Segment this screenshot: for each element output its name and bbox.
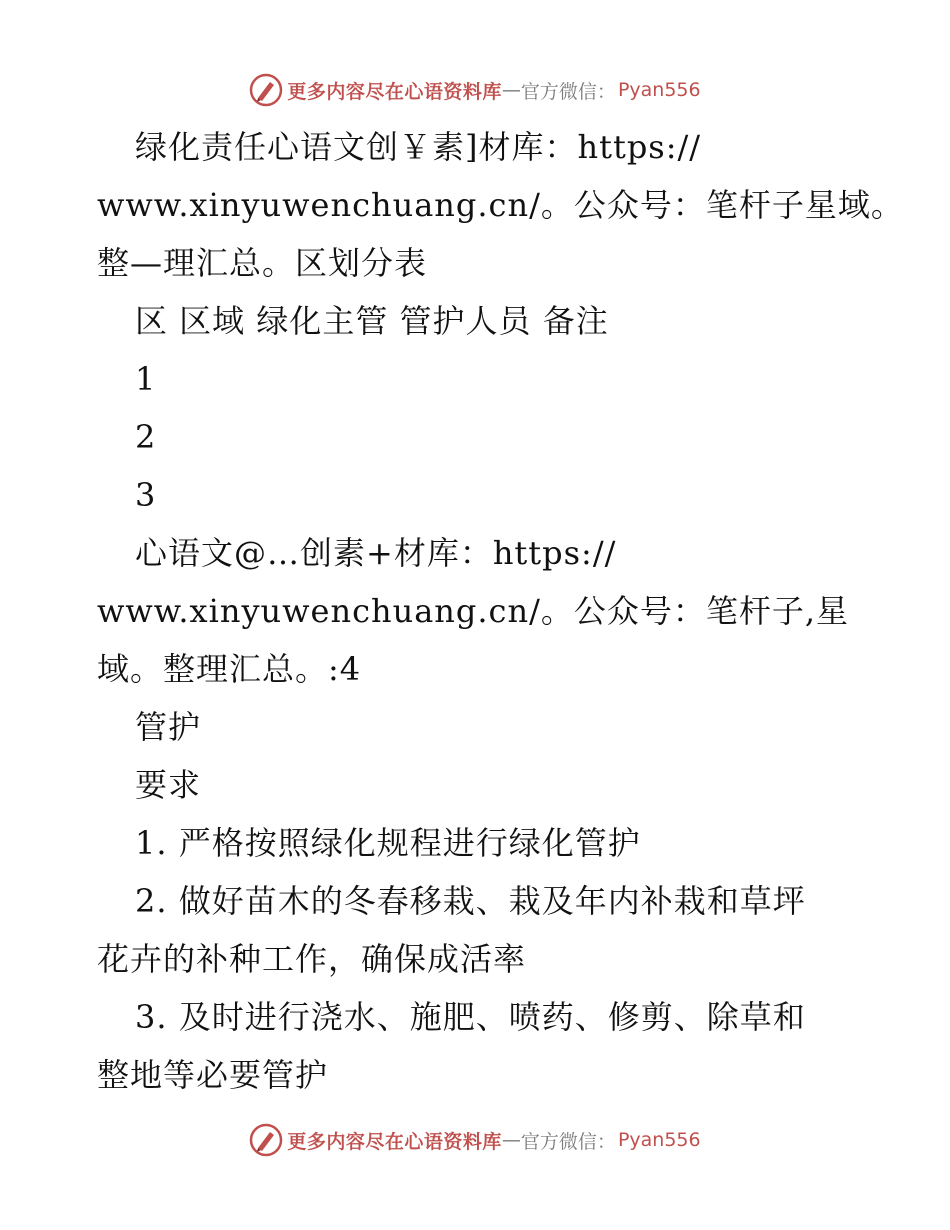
requirement-item: 2. 做好苗木的冬春移栽、栽及年内补栽和草坪 [135, 882, 806, 920]
pen-circle-logo-icon [249, 1123, 283, 1157]
pen-circle-logo-icon [249, 73, 283, 107]
text-line: 整—理汇总。区划分表 [97, 244, 428, 282]
text-line: www.xinyuwenchuang.cn/。公众号：笔杆子星域。 [97, 186, 904, 224]
table-row-number: 2 [135, 418, 157, 456]
watermark-main-text: 更多内容尽在心语资料库 [287, 1130, 502, 1153]
text-line: 心语文@…创素+材库：https:// [135, 534, 617, 572]
requirement-item-continued: 花卉的补种工作，确保成活率 [97, 940, 527, 978]
text-line: 绿化责任心语文创￥素]材库：https:// [135, 128, 702, 166]
text-line: www.xinyuwenchuang.cn/。公众号：笔杆子,星 [97, 592, 850, 630]
requirement-item-continued: 整地等必要管护 [97, 1056, 329, 1094]
requirement-item: 3. 及时进行浇水、施肥、喷药、修剪、除草和 [135, 998, 806, 1036]
section-heading: 要求 [135, 766, 202, 804]
table-row-number: 3 [135, 476, 157, 514]
watermark-dash: — [501, 1129, 521, 1151]
watermark-official-label: 官方微信： [520, 1130, 616, 1153]
watermark-official-label: 官方微信： [520, 80, 616, 103]
watermark-account: Pyan556 [617, 79, 701, 101]
requirement-item: 1. 严格按照绿化规程进行绿化管护 [135, 824, 641, 862]
footer-watermark [0, 1120, 950, 1160]
watermark-dash: — [501, 79, 521, 101]
watermark-account: Pyan556 [617, 1129, 701, 1151]
text-line: 域。整理汇总。:4 [97, 650, 362, 688]
section-heading: 管护 [135, 708, 202, 746]
document-body [97, 118, 904, 1104]
watermark-main-text: 更多内容尽在心语资料库 [287, 80, 502, 103]
table-row-number: 1 [135, 360, 157, 398]
table-header-line: 区 区域 绿化主管 管护人员 备注 [135, 302, 609, 340]
header-watermark [0, 70, 950, 110]
